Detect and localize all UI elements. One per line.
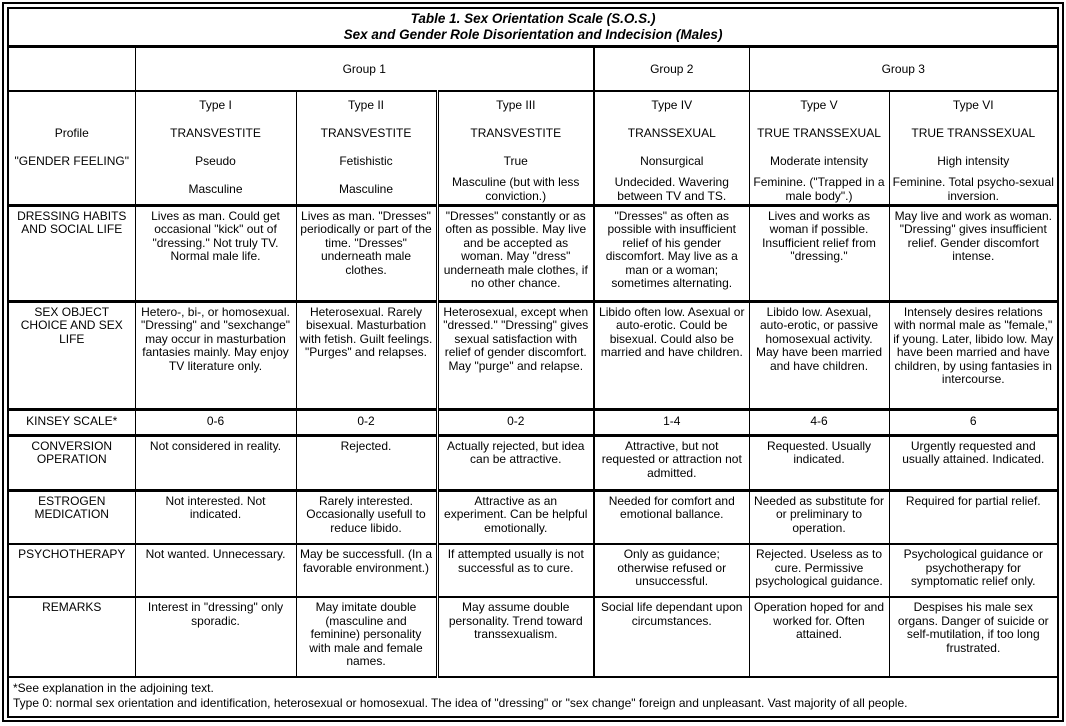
- type6-subtype: High intensity: [937, 153, 1010, 168]
- type4-number: Type IV: [651, 97, 693, 112]
- group2-header: Group 2: [594, 47, 749, 91]
- data-cell: May imitate double (masculine and feminine) personality with male and female names.: [296, 597, 437, 677]
- type5-subtype: Moderate intensity: [769, 153, 869, 168]
- sex-orientation-scale-table: [7, 7, 1059, 718]
- data-cell: Psychological guidance or psychotherapy for symptomatic relief only.: [889, 544, 1058, 597]
- type2-number: Type II: [347, 97, 385, 112]
- data-cell: 4-6: [749, 409, 889, 435]
- data-cell: 1-4: [594, 409, 749, 435]
- type4-name: TRANSSEXUAL: [627, 125, 716, 140]
- table-title-line2: Sex and Gender Role Disorientation and Indecision (Males): [343, 27, 723, 42]
- data-cell: Requested. Usually indicated.: [749, 435, 889, 490]
- data-cell: Rejected. Useless as to cure. Permissive psychological guidance.: [749, 544, 889, 597]
- data-cell: Attractive, but not requested or attraction not admitted.: [594, 435, 749, 490]
- data-cell: Libido often low. Asexual or auto-erotic. Could be bisexual. Could also be married and have children.: [594, 301, 749, 409]
- data-cell: Despises his male sex organs. Danger of suicide or self-mutilation, if too long frustrated.: [889, 597, 1058, 677]
- type5-header-cell: [749, 91, 889, 206]
- table-title: [8, 8, 1058, 47]
- type2-header-cell: [296, 91, 437, 206]
- footnotes: [8, 677, 1058, 717]
- document-page: [2, 2, 1064, 722]
- type3-subtype: True: [503, 153, 528, 168]
- corner-cell: [8, 47, 135, 91]
- data-cell: Attractive as an experiment. Can be helpful emotionally.: [437, 490, 594, 544]
- type5-feeling: Feminine. ("Trapped in a male body".): [753, 175, 885, 203]
- gender-feeling-label: "GENDER FEELING": [14, 153, 130, 168]
- data-cell: Social life dependant upon circumstances.: [594, 597, 749, 677]
- data-cell: Lives as man. "Dresses" periodically or part of the time. "Dresses" underneath male clothes.: [296, 205, 437, 301]
- type2-subtype: Fetishistic: [339, 153, 393, 168]
- type2-name: TRANSVESTITE: [320, 125, 412, 140]
- data-cell: Operation hoped for and worked for. Often attained.: [749, 597, 889, 677]
- data-cell: Lives as man. Could get occasional "kick" out of "dressing." Not truly TV. Normal male life.: [135, 205, 296, 301]
- type3-feeling: Masculine (but with less conviction.): [452, 175, 580, 203]
- data-cell: 0-2: [437, 409, 594, 435]
- data-cell: Not considered in reality.: [135, 435, 296, 490]
- data-cell: "Dresses" as often as possible with insufficient relief of his gender discomfort. May live as a man or a woman; sometimes alternating.: [594, 205, 749, 301]
- row-label-remarks: REMARKS: [8, 597, 135, 677]
- data-cell: 0-6: [135, 409, 296, 435]
- profile-label: Profile: [54, 125, 89, 140]
- data-cell: Intensely desires relations with normal male as "female," if young. Later, libido low. May have been married and have children, by using fantasies in intercourse.: [889, 301, 1058, 409]
- type2-feeling: Masculine: [338, 181, 394, 196]
- type5-name: TRUE TRANSSEXUAL: [757, 125, 881, 140]
- type6-feeling: Feminine. Total psycho-sexual inversion.: [892, 175, 1054, 203]
- type6-header-cell: [889, 91, 1058, 206]
- footnote-type0: Type 0: normal sex orientation and identification, heterosexual or homosexual. The idea of "dressing" or "sex change" foreign and unpleasant. Vast majority of all people.: [13, 696, 908, 710]
- data-cell: Libido low. Asexual, auto-erotic, or passive homosexual activity. May have been married and have children.: [749, 301, 889, 409]
- row-label-kinsey-scale: KINSEY SCALE*: [8, 409, 135, 435]
- data-cell: Heterosexual, except when "dressed." "Dressing" gives sexual satisfaction with relief of gender discomfort. May "purge" and relapse.: [437, 301, 594, 409]
- data-cell: Not interested. Not indicated.: [135, 490, 296, 544]
- type1-feeling: Masculine: [188, 181, 243, 196]
- type3-name: TRANSVESTITE: [470, 125, 562, 140]
- row-label-psychotherapy: PSYCHOTHERAPY: [8, 544, 135, 597]
- data-cell: Urgently requested and usually attained. Indicated.: [889, 435, 1058, 490]
- type6-number: Type VI: [952, 97, 994, 112]
- data-cell: May be successfull. (In a favorable environment.): [296, 544, 437, 597]
- type4-subtype: Nonsurgical: [640, 153, 704, 168]
- data-cell: Interest in "dressing" only sporadic.: [135, 597, 296, 677]
- data-cell: Not wanted. Unnecessary.: [135, 544, 296, 597]
- group3-header: Group 3: [749, 47, 1058, 91]
- row-label-sex-object-choice: SEX OBJECT CHOICE AND SEX LIFE: [8, 301, 135, 409]
- data-cell: "Dresses" constantly or as often as possible. May live and be accepted as woman. May "dress" underneath male clothes, if no other chance.: [437, 205, 594, 301]
- data-cell: 6: [889, 409, 1058, 435]
- data-cell: Needed as substitute for or preliminary to operation.: [749, 490, 889, 544]
- type1-number: Type I: [199, 97, 232, 112]
- data-cell: Rejected.: [296, 435, 437, 490]
- type5-number: Type V: [800, 97, 838, 112]
- data-cell: Needed for comfort and emotional ballance.: [594, 490, 749, 544]
- data-cell: Heterosexual. Rarely bisexual. Masturbation with fetish. Guilt feelings. "Purges" and relapses.: [296, 301, 437, 409]
- type1-name: TRANSVESTITE: [170, 125, 261, 140]
- row-label-estrogen-medication: ESTROGEN MEDICATION: [8, 490, 135, 544]
- data-cell: Only as guidance; otherwise refused or unsuccessful.: [594, 544, 749, 597]
- data-cell: Actually rejected, but idea can be attractive.: [437, 435, 594, 490]
- data-cell: If attempted usually is not successful as to cure.: [437, 544, 594, 597]
- type6-name: TRUE TRANSSEXUAL: [911, 125, 1036, 140]
- profile-row-label: [8, 91, 135, 206]
- data-cell: May live and work as woman. "Dressing" gives insufficient relief. Gender discomfort intense.: [889, 205, 1058, 301]
- type4-feeling: Undecided. Wavering between TV and TS.: [614, 175, 729, 203]
- group1-header: Group 1: [135, 47, 594, 91]
- type4-header-cell: [594, 91, 749, 206]
- data-cell: 0-2: [296, 409, 437, 435]
- type1-subtype: Pseudo: [195, 153, 236, 168]
- data-cell: Rarely interested. Occasionally usefull to reduce libido.: [296, 490, 437, 544]
- data-cell: Hetero-, bi-, or homosexual. "Dressing" and "sexchange" may occur in masturbation fantasies mainly. May enjoy TV literature only.: [135, 301, 296, 409]
- table-title-line1: Table 1. Sex Orientation Scale (S.O.S.): [410, 11, 656, 26]
- type3-number: Type III: [496, 97, 536, 112]
- row-label-conversion-operation: CONVERSION OPERATION: [8, 435, 135, 490]
- data-cell: Required for partial relief.: [889, 490, 1058, 544]
- data-cell: Lives and works as woman if possible. Insufficient relief from "dressing.": [749, 205, 889, 301]
- data-cell: May assume double personality. Trend toward transsexualism.: [437, 597, 594, 677]
- footnote-asterisk: *See explanation in the adjoining text.: [13, 681, 214, 695]
- row-label-dressing-habits: DRESSING HABITS AND SOCIAL LIFE: [8, 205, 135, 301]
- type3-header-cell: [437, 91, 594, 206]
- type1-header-cell: [135, 91, 296, 206]
